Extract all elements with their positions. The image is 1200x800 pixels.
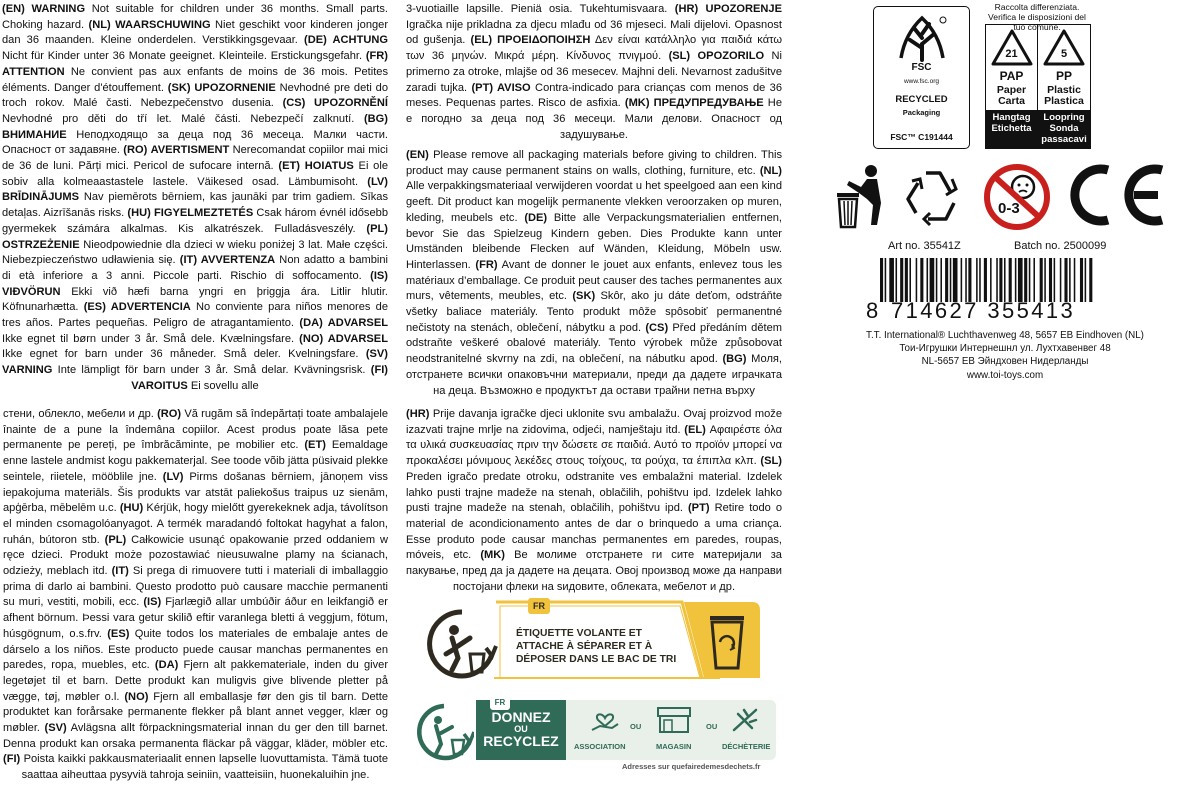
- barcode-bar: [940, 258, 942, 302]
- barcode-bar: [885, 258, 887, 302]
- triman-line-1: ÉTIQUETTE VOLANTE ET: [516, 628, 642, 639]
- paragraph-text: Nav piemērots bērniem, kas jaunāki par trim gadiem. Sīkas detaļas. Aizrīšanās risks.: [2, 191, 388, 220]
- language-code: (RO): [157, 408, 182, 420]
- decheterie-icon: [730, 706, 760, 734]
- packaging-text-column-2: [406, 148, 782, 399]
- paragraph-text: Ei sovellu alle: [187, 379, 259, 392]
- paragraph-text: Prije davanja igračke djeci uklonite svu ambalažu. Ovaj proizvod može izazvati trajne mrlje na zidovima, odjeći, namještaju itd.: [406, 408, 782, 436]
- language-code: (MK) ПРЕДУПРЕДУВАЊЕ: [624, 97, 764, 110]
- language-code: (SK) UPOZORNENIE: [167, 81, 276, 94]
- barcode-bar: [1074, 258, 1076, 302]
- ean-digits: 714627 355413: [891, 298, 1076, 323]
- ou-separator: OU: [706, 722, 718, 731]
- barcode-bar: [979, 258, 981, 302]
- language-code: (DE): [524, 211, 548, 224]
- barcode-bar: [950, 258, 952, 302]
- paragraph-text: Avant de donner le jouet aux enfants, enlevez tous les matériaux d’emballage. Ce produit peut causer des taches permanentes aux murs, vêtements, meubles, etc.: [406, 258, 783, 303]
- shop-icon: [656, 706, 692, 734]
- recycle-material: PAP: [999, 69, 1024, 83]
- barcode-bar: [1018, 258, 1023, 302]
- barcode-bar: [976, 258, 978, 302]
- barcode-bar: [1054, 258, 1056, 302]
- recycle-code-pap: [986, 25, 1038, 148]
- recycle-name-it: Plastica: [1044, 95, 1084, 107]
- recycle-number: 5: [1060, 48, 1068, 60]
- fsc-url: www.fsc.org: [903, 78, 940, 85]
- language-code: (CS) UPOZORNĚNÍ: [282, 97, 388, 110]
- paragraph-text: Igračka nije prikladna za djecu mlađu od 36 mjeseci. Mali dijelovi. Opasnost od gušenja.: [406, 18, 782, 47]
- paragraph-text: Fjern all emballasje før den gis til barn. Dette produktet kan forårsake permanente flekker på blant annet vegger, klær og møbler.: [3, 690, 389, 735]
- barcode-bar: [1009, 258, 1012, 302]
- paragraph-text: Nerecomandat copiilor mai mici de 36 de luni. Părți mici. Pericol de sufocare internă.: [2, 144, 388, 173]
- paragraph-text: Non adatto a bambini di età inferiore a 3 anni. Piccole parti. Rischio di soffocamento.: [2, 254, 389, 282]
- barcode-bar: [961, 258, 963, 302]
- language-code: (IT) AVVERTENZA: [179, 254, 276, 267]
- language-code: (FR): [475, 258, 498, 271]
- paragraph-text: Poista kaikki pakkausmateriaalit ennen lapselle luovuttamista. Tämä tuote saattaa aiheuttaa pysyviä tahroja seiniin, vaatteisiin, huonekaluihin jne.: [20, 753, 388, 782]
- barcode-bar: [1004, 258, 1006, 302]
- language-code: (SK): [572, 290, 596, 303]
- recycle-material: PP: [1055, 69, 1072, 83]
- paragraph-text: Bitte alle Verpackungsmaterialien entfernen, bevor Sie das Spielzeug Kindern geben. Dies Produkte kann unter Umständen bleibende Flecken auf Wänden, Kleidung, Möbeln usw. Hinterlassen.: [406, 211, 782, 271]
- ou-text: OU: [514, 724, 528, 734]
- language-code: (BG): [722, 353, 747, 366]
- donnez-text: DONNEZ: [491, 709, 551, 725]
- language-code: (HU) FIGYELMEZTETÉS: [127, 207, 254, 220]
- language-code: (DA) ADVARSEL: [299, 317, 388, 330]
- hand-heart-icon: [590, 708, 620, 732]
- triman-line-3: DÉPOSER DANS LE BAC DE TRI: [516, 654, 677, 665]
- association-label: ASSOCIATION: [574, 742, 626, 751]
- barcode-bar: [1033, 258, 1035, 302]
- recycle-name-en: Paper: [996, 84, 1027, 96]
- paragraph-text: Fjarlægið allar umbúðir áður en leikfangið er afhent börnum. Þessi vara getur skilið eftir varanlega bletti á veggjum, fötum, húsgögnum, o.s.frv.: [3, 596, 388, 640]
- barcode-bar: [996, 258, 998, 302]
- language-code: (DA): [154, 659, 179, 672]
- language-code: (PL) OSTRZEŻENIE: [2, 222, 388, 251]
- barcode-bar: [880, 258, 883, 302]
- paragraph-text: Δεν είναι κατάλληλο για παιδιά κάτω των 36 μηνών. Μικρά μέρη. Κίνδυνος πνιγμού.: [406, 34, 782, 63]
- paragraph-text: Eemaldage enne lastele andmist kogu pakkematerjal. See toode võib jätta püsivaid plekke seintele, riietele, mööblile jne.: [3, 439, 388, 483]
- batch-number: Batch no. 2500099: [1014, 240, 1107, 252]
- sorting-bin-icon: [704, 610, 750, 672]
- barcode-bar: [965, 258, 967, 302]
- paragraph-text: Před předáním dětem odstraňte veškeré obalové materiály. Tento výrobek může způsobovat neodstranitelné skvrny na zdi, na oblečení, na nábutku apod.: [406, 321, 782, 366]
- paragraph-text: Моля, отстранете всички опаковъчни материали, преди да дадете играчката на деца. Възможно е продуктът да остави трайни петна върху: [406, 353, 783, 397]
- magasin-label: MAGASIN: [656, 742, 692, 751]
- language-code: (FR) ATTENTION: [2, 50, 388, 78]
- recycle-code-pp: [1038, 25, 1090, 148]
- barcode-bar: [1024, 258, 1027, 302]
- warning-text-column-1: [2, 2, 388, 395]
- paragraph-text: Неподходящо за деца под 36 месеца. Малки части. Опасност от задавяне.: [2, 128, 388, 157]
- paragraph-text: Contra-indicado para crianças com menos de 36 meses. Pequenas partes. Risco de asfixia.: [406, 81, 782, 110]
- language-code: (SV) VARNING: [2, 348, 388, 377]
- tidy-man-icon: [833, 163, 893, 229]
- paragraph-text: Si prega di rimuovere tutti i materiali di imballaggio prima di darlo ai bambini. Questo prodotto può causare macchie permanenti su muri, vestiti, mobili, ecc.: [3, 565, 388, 609]
- ce-mark-icon: [1062, 160, 1172, 230]
- fsc-tree-icon: [895, 14, 949, 62]
- language-code: (FI): [3, 753, 21, 766]
- language-code: (EN): [406, 149, 429, 161]
- paragraph-text: Niet geschikt voor kinderen jonger dan 36 maanden. Kleine onderdelen. Verstikkingsgevaar.: [2, 18, 389, 47]
- barcode-bar: [1049, 258, 1052, 302]
- barcode-bar: [1044, 258, 1046, 302]
- barcode-bar: [1089, 258, 1092, 302]
- paragraph-text: No conviente para niños menores de tres años. Partes pequeñas. Peligro de atragantamiento.: [2, 301, 389, 330]
- language-code: (PL): [104, 533, 127, 546]
- barcode-bar: [1080, 258, 1083, 302]
- paragraph-text: Nicht für Kinder unter 36 Monate geeignet. Kleinteile. Erstickungsgefahr.: [2, 50, 366, 63]
- language-code: (SV): [44, 722, 67, 735]
- barcode-bar: [999, 258, 1002, 302]
- paragraph-text: Całkowicie usunąć opakowanie przed oddaniem w ręce dzieci. Produkt może pozostawiać nieusuwalne plamy na ścianach, odzieży, meblach itd.: [3, 533, 388, 578]
- recycling-codes-box: [985, 24, 1091, 149]
- fr-badge: FR: [490, 696, 510, 710]
- recyclez-text: RECYCLEZ: [483, 733, 559, 749]
- fsc-packaging: Packaging: [902, 108, 941, 117]
- triman-line-2: ATTACHE À SÉPARER ET À: [516, 641, 653, 652]
- paragraph-text: Preden igračo predate otroku, odstranite ves embalažni material. Izdelek lahko pusti trajne madeže na stenah, oblačilih, pohištvu ipd. Izdelek lahko pusti trajne madeže na stenah, oblačilih, pohištvu ipd.: [406, 470, 782, 515]
- paragraph-text: Kérjük, hogy mielőtt gyerekeknek adja, távolítson el minden csomagolóanyagot. A termék maradandó foltokat hagyhat a falon, ruhán, bútoron stb.: [3, 502, 388, 546]
- triman-icon: [426, 608, 498, 680]
- ean-first-digit: 8: [866, 298, 880, 323]
- barcode-bar: [920, 258, 923, 302]
- ou-separator: OU: [630, 722, 642, 731]
- recycle-number: 21: [1005, 48, 1018, 60]
- triman-icon: [414, 702, 474, 762]
- paragraph-text: Avlägsna allt förpackningsmaterial innan du ger den till barnet. Denna produkt kan orsaka permanenta fläckar på väggar, kläder, möbler etc.: [3, 722, 388, 750]
- paragraph-text: Αφαιρέστε όλα τα υλικά συσκευασίας πριν την δώσετε σε παιδιά. Αυτό το προϊόν μπορεί να προκαλέσει μόνιμους λεκέδες στους τοίχους, τα ρούχα, τα έπιπλα κλπ.: [406, 423, 782, 468]
- barcode-bar: [905, 258, 908, 302]
- recycle-name-it: Carta: [998, 95, 1025, 107]
- paragraph-text: Ве молиме отстранете ги сите материјали за пакување, пред да ја дадете на децата. Овој производ може да направи постојани флеки на ѕидовите, облеката, мебелот и др.: [406, 549, 782, 593]
- barcode-bar: [1040, 258, 1043, 302]
- language-code: (PT): [687, 502, 710, 515]
- barcode-bar: [927, 258, 929, 302]
- language-code: (HU): [119, 502, 144, 515]
- article-number: Art no. 35541Z: [888, 240, 961, 252]
- language-code: (IT): [111, 565, 129, 578]
- language-code: (LV): [162, 470, 184, 483]
- language-code: (FI) VAROITUS: [131, 364, 388, 392]
- barcode-bar: [909, 258, 911, 302]
- language-code: (NO) ADVARSEL: [299, 332, 388, 345]
- manufacturer-address: [840, 329, 1170, 382]
- paragraph-text: Fjern alt pakkemateriale, inden du giver legetøjet til et barn. Dette produkt kan muligvis give blivende pletter på vægge, tøj, møbler o.l.: [3, 659, 389, 703]
- language-code: (ES): [107, 627, 130, 640]
- recycle-part: Hangtag Etichetta: [986, 110, 1037, 149]
- adresses-url: Adresses sur quefairedemesdechets.fr: [622, 762, 761, 771]
- address-line: NL-5657 EB Эйндховен Нидерланды: [921, 356, 1089, 368]
- paragraph-text: Ne convient pas aux enfants de moins de 36 mois. Petites éléments. Danger d'étouffement.: [2, 65, 388, 94]
- fsc-label: [873, 6, 970, 149]
- fsc-word: FSC: [911, 62, 932, 73]
- recycle-name-en: Plastic: [1047, 84, 1081, 96]
- language-code: (MK): [480, 549, 505, 562]
- language-code: (EL) ΠΡΟΕΙΔΟΠΟΙΗΣΗ: [470, 34, 591, 47]
- barcode-bar: [945, 258, 948, 302]
- language-code: (IS) VIÐVÖRUN: [2, 269, 388, 298]
- barcode-bar: [1015, 258, 1017, 302]
- language-code: (HR): [406, 408, 430, 420]
- address-line: T.T. International® Luchthavenweg 48, 5657 EB Eindhoven (NL): [866, 330, 1144, 341]
- language-code: (EN) WARNING: [2, 3, 86, 15]
- paragraph-text: Ikke egnet for barn under 36 måneder. Små deler. Kvelningsfare.: [2, 348, 366, 361]
- paragraph-text: стени, облекло, мебели и др.: [3, 408, 158, 420]
- paragraph-text: Не е погодно за деца под 36 месеци. Мали делови. Опасност од задушување.: [406, 97, 782, 141]
- barcode-bar: [968, 258, 971, 302]
- triman-sorting-label: [420, 598, 784, 686]
- barcode-bar: [953, 258, 958, 302]
- paragraph-text: 3-vuotiaille lapsille. Pieniä osia. Tukehtumisvaara.: [406, 3, 675, 15]
- address-line: www.toi-toys.com: [966, 369, 1044, 381]
- paragraph-text: Not suitable for children under 36 months. Small parts. Choking hazard.: [2, 3, 388, 31]
- paragraph-text: Csak három évnél idősebb gyermekek számára alkalmas. Kis alkatrészek. Fulladásveszély.: [2, 207, 388, 235]
- paragraph-text: Vă rugăm să îndepărtați toate ambalajele înainte de a pune la îndemâna copiilor. Acest produs poate lăsa pete permanente pe pereți, pe îmbrăcăminte, pe mobilier etc.: [3, 408, 388, 452]
- barcode-bar: [984, 258, 987, 302]
- paragraph-text: Retire todo o material de acondicionamento antes de dar o brinquedo a uma criança. Esse produto pode causar manchas permanentes em paredes, roupas, móveis, etc.: [406, 502, 782, 562]
- paragraph-text: Ikke egnet til børn under 3 år. Små dele. Kvælningsfare.: [2, 332, 300, 345]
- language-code: (ES) ADVERTENCIA: [83, 301, 191, 314]
- language-code: (LV) BRĪDINĀJUMS: [2, 175, 388, 204]
- barcode-bar: [889, 258, 894, 302]
- raccolta-note: Raccolta differenziata. Verifica le disposizioni del tuo comune.: [988, 2, 1086, 32]
- paragraph-text: Quite todos los materiales de embalaje antes de dárselo a los niños. Este producto puede causar manchas permanentes en paredes, ropa, muebles, etc.: [3, 627, 388, 672]
- barcode-bar: [900, 258, 903, 302]
- paragraph-text: Nieodpowiednie dla dzieci w wieku poniżej 3 lat. Małe części. Niebezpieczeństwo udławienia się.: [2, 238, 388, 267]
- language-code: (NO): [124, 690, 149, 703]
- paragraph-text: Pirms došanas bērniem, jānoņem viss iepakojuma materiāls. Šis produkts var atstāt paliekošus traipus uz sienām, apģērba, mēbelēm u.c.: [3, 470, 388, 515]
- paragraph-text: Nevhodné pro děti do tří let. Malé části. Nebezpečí zalknutí.: [2, 112, 364, 125]
- barcode-bar: [1085, 258, 1087, 302]
- barcode-bar: [1060, 258, 1062, 302]
- packaging-text-column-3: [3, 407, 388, 784]
- language-code: (ET): [304, 439, 326, 452]
- language-code: (CS): [645, 321, 669, 334]
- fsc-recycled: RECYCLED: [895, 94, 948, 105]
- barcode-bar: [1064, 258, 1067, 302]
- barcode-bar: [896, 258, 898, 302]
- address-line: Тои-Игрушки Интернешнл ул. Лухтхавенвег 48: [899, 343, 1111, 355]
- language-code: (IS): [143, 596, 162, 609]
- paragraph-text: Nevhodné pre deti do troch rokov. Malé časti. Nebezpečenstvo dusenia.: [2, 81, 389, 110]
- language-code: (EL): [684, 423, 706, 436]
- barcode-bar: [936, 258, 938, 302]
- age-label: 0-3: [998, 200, 1020, 217]
- fsc-code: FSC™ C191444: [890, 132, 953, 142]
- age-warning-icon: [983, 163, 1051, 231]
- language-code: (BG) ВНИМАНИЕ: [2, 112, 388, 141]
- language-code: (PT) AVISO: [471, 81, 531, 94]
- donnez-recyclez-label: [412, 696, 778, 776]
- language-code: (ET) HOIATUS: [278, 160, 354, 173]
- barcode-bar: [990, 258, 992, 302]
- paragraph-text: Ekki við hæfi barna yngri en þriggja ára. Litlir hlutir. Köfnunarhætta.: [2, 285, 388, 314]
- warning-text-column-2: [406, 2, 782, 143]
- packaging-text-column-4: [406, 407, 782, 595]
- paragraph-text: Ei ole sobiv alla kolmeaastastele lastele. Väikesed osad. Lämbumisoht.: [2, 160, 388, 188]
- language-code: (RO) AVERTISMENT: [123, 144, 230, 157]
- language-code: (SL): [760, 455, 782, 468]
- paragraph-text: Alle verpakkingsmateriaal verwijderen voordat u het speelgoed aan een kind geeft. Dit product kan mogelijk permanente vlekken veroorzaken op muren, kleding, meubels etc.: [406, 180, 782, 224]
- barcode-bar: [930, 258, 935, 302]
- language-code: (NL): [759, 164, 782, 177]
- paragraph-text: Please remove all packaging materials before giving to children. This product may cause permanent stains on walls, clothing, furniture, etc.: [406, 149, 782, 177]
- barcode-bar: [1029, 258, 1031, 302]
- barcode-bar: [916, 258, 918, 302]
- recycle-part: Loopring Sonda passacavi: [1038, 110, 1090, 149]
- barcode: [880, 258, 1155, 302]
- recycle-arrows-icon: [900, 163, 966, 229]
- fr-badge: FR: [528, 598, 550, 614]
- language-code: (DE) ACHTUNG: [304, 34, 389, 47]
- paragraph-text: Inte lämpligt för barn under 3 år. Små delar. Kvävningsrisk.: [52, 364, 371, 377]
- decheterie-label: DÉCHÈTERIE: [722, 742, 771, 751]
- paragraph-text: Ni primerno za otroke, mlajše od 36 mesecev. Majhni deli. Nevarnost zadušitve zaradi tujka.: [406, 50, 782, 94]
- language-code: (NL) WAARSCHUWING: [88, 18, 211, 31]
- barcode-bar: [1069, 258, 1071, 302]
- language-code: (HR) UPOZORENJE: [674, 3, 782, 15]
- language-code: (SL) OPOZORILO: [668, 50, 765, 63]
- paragraph-text: Skôr, ako ju dáte deťom, odstráňte všetky baliace materiály. Tento produkt môže spôsobiť permanentné nečistoty na stenách, oblečení, nábytku a pod.: [406, 290, 782, 334]
